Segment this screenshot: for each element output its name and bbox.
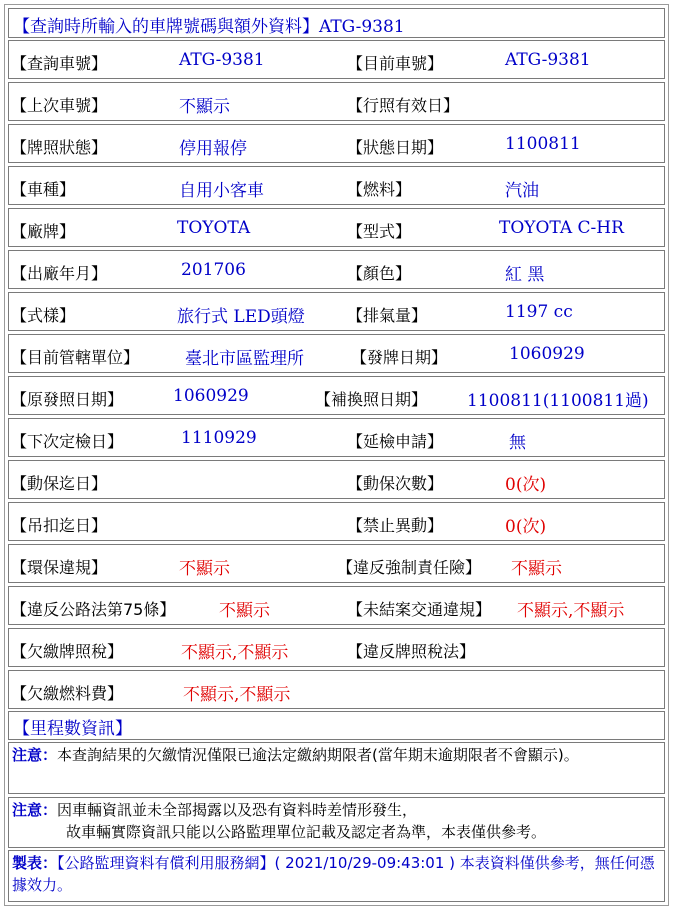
info-row <box>8 82 665 121</box>
note-footer <box>8 850 665 902</box>
field-label: 【式樣】 <box>11 306 76 325</box>
field-value: 不顯示,不顯示 <box>517 601 625 621</box>
field-label: 【廠牌】 <box>11 222 76 241</box>
field-label: 【欠繳牌照稅】 <box>11 642 124 661</box>
note-disclaimer-line1: 因車輛資訊並未全部揭露以及恐有資料時差情形發生， <box>57 801 418 819</box>
field-value: 201706 <box>181 260 246 280</box>
field-value: 汽油 <box>505 181 539 201</box>
field-value: ATG-9381 <box>505 50 591 70</box>
info-row <box>8 586 665 625</box>
field-label: 【未結案交通違規】 <box>347 600 492 619</box>
field-value: 不顯示 <box>511 559 562 579</box>
info-row <box>8 250 665 289</box>
field-label: 【吊扣迄日】 <box>11 516 108 535</box>
field-label: 【補換照日期】 <box>315 390 428 409</box>
field-value: 不顯示,不顯示 <box>181 643 289 663</box>
field-label: 【原發照日期】 <box>11 390 124 409</box>
field-label: 【上次車號】 <box>11 96 108 115</box>
field-label: 【禁止異動】 <box>347 516 444 535</box>
note-footer-key: 製表： <box>12 854 58 872</box>
field-label: 【車種】 <box>11 180 76 199</box>
field-label: 【動保迄日】 <box>11 474 108 493</box>
note-overdue-text: 本查詢結果的欠繳情況僅限已逾法定繳納期限者(當年期末逾期限者不會顯示)。 <box>57 746 579 764</box>
info-row <box>8 460 665 499</box>
info-row <box>8 40 665 79</box>
field-value: 不顯示 <box>179 559 230 579</box>
field-label: 【出廠年月】 <box>11 264 108 283</box>
field-label: 【違反強制責任險】 <box>337 558 482 577</box>
field-label: 【型式】 <box>347 222 412 241</box>
field-label: 【查詢車號】 <box>11 54 108 73</box>
report-header <box>8 8 665 38</box>
field-value: 1100811 <box>505 134 581 154</box>
field-label: 【顏色】 <box>347 264 412 283</box>
field-label: 【環保違規】 <box>11 558 108 577</box>
field-value: TOYOTA <box>177 218 251 238</box>
info-row <box>8 166 665 205</box>
field-value: 不顯示 <box>179 97 230 117</box>
field-label: 【違反公路法第75條】 <box>11 600 176 619</box>
field-value: 0(次) <box>505 517 547 537</box>
field-value: 旅行式 LED頭燈 <box>177 307 305 327</box>
service-link[interactable]: 【公路監理資料有償利用服務網】 <box>57 854 275 872</box>
field-value: TOYOTA C-HR <box>499 218 624 238</box>
report-title-label: 【查詢時所輸入的車牌號碼與額外資料】 <box>13 17 319 37</box>
field-value: 0(次) <box>505 475 547 495</box>
field-label: 【燃料】 <box>347 180 412 199</box>
field-label: 【行照有效日】 <box>347 96 460 115</box>
note-disclaimer-key: 注意： <box>12 801 58 819</box>
field-label: 【目前管轄單位】 <box>11 348 140 367</box>
field-value: 不顯示,不顯示 <box>183 685 291 705</box>
field-value: 1100811(1100811過) <box>467 391 649 411</box>
mileage-row <box>8 711 665 740</box>
field-label: 【下次定檢日】 <box>11 432 124 451</box>
field-label: 【欠繳燃料費】 <box>11 684 124 703</box>
field-label: 【排氣量】 <box>347 306 428 325</box>
info-row <box>8 376 665 415</box>
field-label: 【動保次數】 <box>347 474 444 493</box>
field-value: 1110929 <box>181 428 257 448</box>
field-value: 1060929 <box>509 344 585 364</box>
field-label: 【發牌日期】 <box>351 348 448 367</box>
field-label: 【違反牌照稅法】 <box>347 642 476 661</box>
field-value: 停用報停 <box>179 139 247 159</box>
info-row <box>8 628 665 667</box>
info-row <box>8 334 665 373</box>
field-label: 【目前車號】 <box>347 54 444 73</box>
info-row <box>8 544 665 583</box>
info-row <box>8 292 665 331</box>
field-label: 【狀態日期】 <box>347 138 444 157</box>
note-disclaimer <box>8 797 665 848</box>
report-title <box>13 12 405 37</box>
note-overdue-key: 注意： <box>12 746 58 764</box>
mileage-heading: 【里程數資訊】 <box>13 719 132 739</box>
field-value: 紅 黑 <box>505 265 545 285</box>
field-value: 無 <box>509 433 526 453</box>
note-footer-text: ( 2021/10/29-09:43:01 ) 本表資料僅供參考，無任何憑據效力。 <box>12 854 655 894</box>
field-label: 【延檢申請】 <box>347 432 444 451</box>
note-disclaimer-line2: 故車輛實際資訊只能以公路監理單位記載及認定者為準，本表僅供參考。 <box>66 823 547 841</box>
field-value: 1060929 <box>173 386 249 406</box>
field-value: 自用小客車 <box>179 181 264 201</box>
field-value: 1197 cc <box>505 302 573 322</box>
report-title-plate: ATG-9381 <box>319 17 405 37</box>
info-row <box>8 124 665 163</box>
info-row <box>8 502 665 541</box>
info-row <box>8 418 665 457</box>
field-value: ATG-9381 <box>179 50 265 70</box>
note-overdue <box>8 742 665 794</box>
field-label: 【牌照狀態】 <box>11 138 108 157</box>
field-value: 不顯示 <box>219 601 270 621</box>
info-row <box>8 670 665 709</box>
info-row <box>8 208 665 247</box>
field-value: 臺北市區監理所 <box>185 349 304 369</box>
